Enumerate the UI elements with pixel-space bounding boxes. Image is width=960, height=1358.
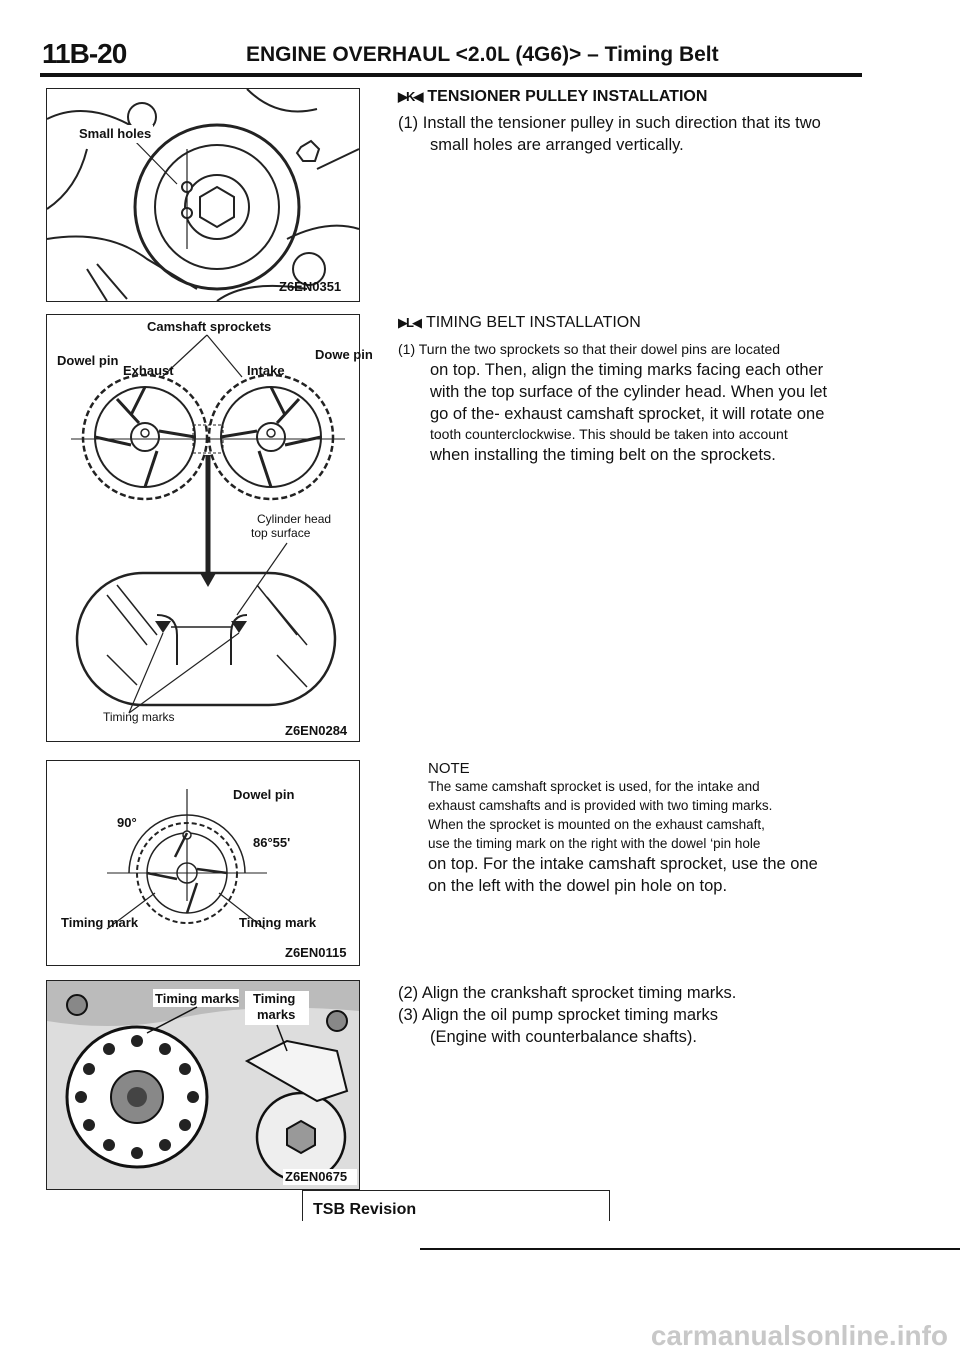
figure-camshaft-sprockets [46,314,373,742]
label-timing-oilpump-1: Timing [253,991,296,1006]
crankshaft-sprockets-drawing [47,981,359,1189]
section-marker-arrows-icon: ▶L◀ [398,315,420,330]
l-line-2: on top. Then, align the timing marks facing each other [430,361,824,379]
section-l-title: TIMING BELT INSTALLATION [425,314,641,331]
tensioner-pulley-drawing [47,89,359,301]
header-rule [40,73,862,77]
section-l-paragraph [398,340,868,466]
figure-code-1: Z6EN0351 [279,279,342,294]
label-86-55: 86°55' [253,835,291,850]
label-intake: Intake [247,363,285,378]
l-line-5: tooth counterclockwise. This should be taken into account [430,426,788,442]
l-line-1: (1) Turn the two sprockets so that their dowel pins are located [398,341,781,357]
page-code: 11B-20 [42,38,127,69]
figure-tensioner-pulley [46,88,360,302]
note-line-1: The same camshaft sprocket is used, for the intake and [428,779,760,794]
label-timing-marks: Timing marks [103,710,175,724]
note-line-3: When the sprocket is mounted on the exhaust camshaft, [428,817,765,832]
label-timing-marks-crank: Timing marks [155,991,240,1006]
label-exhaust: Exhaust [123,363,174,378]
k-line-1: (1) Install the tensioner pulley in such direction that its two [398,114,821,132]
figure-code-4: Z6EN0675 [285,1169,348,1184]
l-line-4: go of the- exhaust camshaft sprocket, it will rotate one [430,405,825,423]
note-line-6: on the left with the dowel pin hole on top. [428,877,728,895]
l-line-6: when installing the timing belt on the sprockets. [430,446,776,464]
step-3-line-1: (3) Align the oil pump sprocket timing marks [398,1006,719,1024]
figure-dowel-pin-angles [46,760,360,966]
tsb-revision-box [302,1190,610,1221]
label-top-surface: top surface [251,526,311,540]
section-l-letter: L [406,315,412,330]
label-dowel-pin: Dowel pin [233,787,295,802]
figure-crankshaft-sprockets [46,980,360,1190]
tsb-revision-label: TSB Revision [313,1201,417,1218]
note-line-4: use the timing mark on the right with the dowel ‘pin hole [428,836,761,851]
section-l-heading [398,314,641,332]
steps-block [398,982,868,1048]
label-camshaft-sprockets: Camshaft sprockets [147,319,272,334]
figure-code-2: Z6EN0284 [285,723,348,738]
label-small-holes: Small holes [79,126,152,141]
section-marker-arrows-icon: ▶K◀ [398,89,422,104]
section-k-paragraph [398,112,868,156]
page-title: ENGINE OVERHAUL <2.0L (4G6)> – Timing Belt [246,43,719,66]
figure-code-3: Z6EN0115 [285,945,347,960]
section-k-heading [398,88,707,106]
k-line-2: small holes are arranged vertically. [430,136,684,154]
note-line-5: on top. For the intake camshaft sprocket, use the one [428,855,818,873]
note-block [428,760,868,897]
label-timing-oilpump-2: marks [257,1007,296,1022]
label-dowel-pin-right: Dowe pin [315,347,373,362]
note-line-2: exhaust camshafts and is provided with two timing marks. [428,798,773,813]
label-cylinder-head: Cylinder head [257,512,332,526]
step-3-line-2: (Engine with counterbalance shafts). [430,1028,697,1046]
l-line-3: with the top surface of the cylinder head. When you let [430,383,828,401]
step-2: (2) Align the crankshaft sprocket timing marks. [398,984,737,1002]
watermark: carmanualsonline.info [650,1320,948,1351]
section-k-title: TENSIONER PULLEY INSTALLATION [427,88,708,105]
label-dowel-pin-left: Dowel pin [57,353,119,368]
footer-rule [420,1248,960,1250]
label-timing-mark-right: Timing mark [239,915,317,930]
label-90-degrees: 90° [117,815,137,830]
camshaft-sprockets-drawing [47,315,373,741]
section-k-letter: K [406,89,414,104]
label-timing-mark-left: Timing mark [61,915,139,930]
note-heading: NOTE [428,760,470,777]
dowel-pin-angles-drawing [47,761,359,965]
